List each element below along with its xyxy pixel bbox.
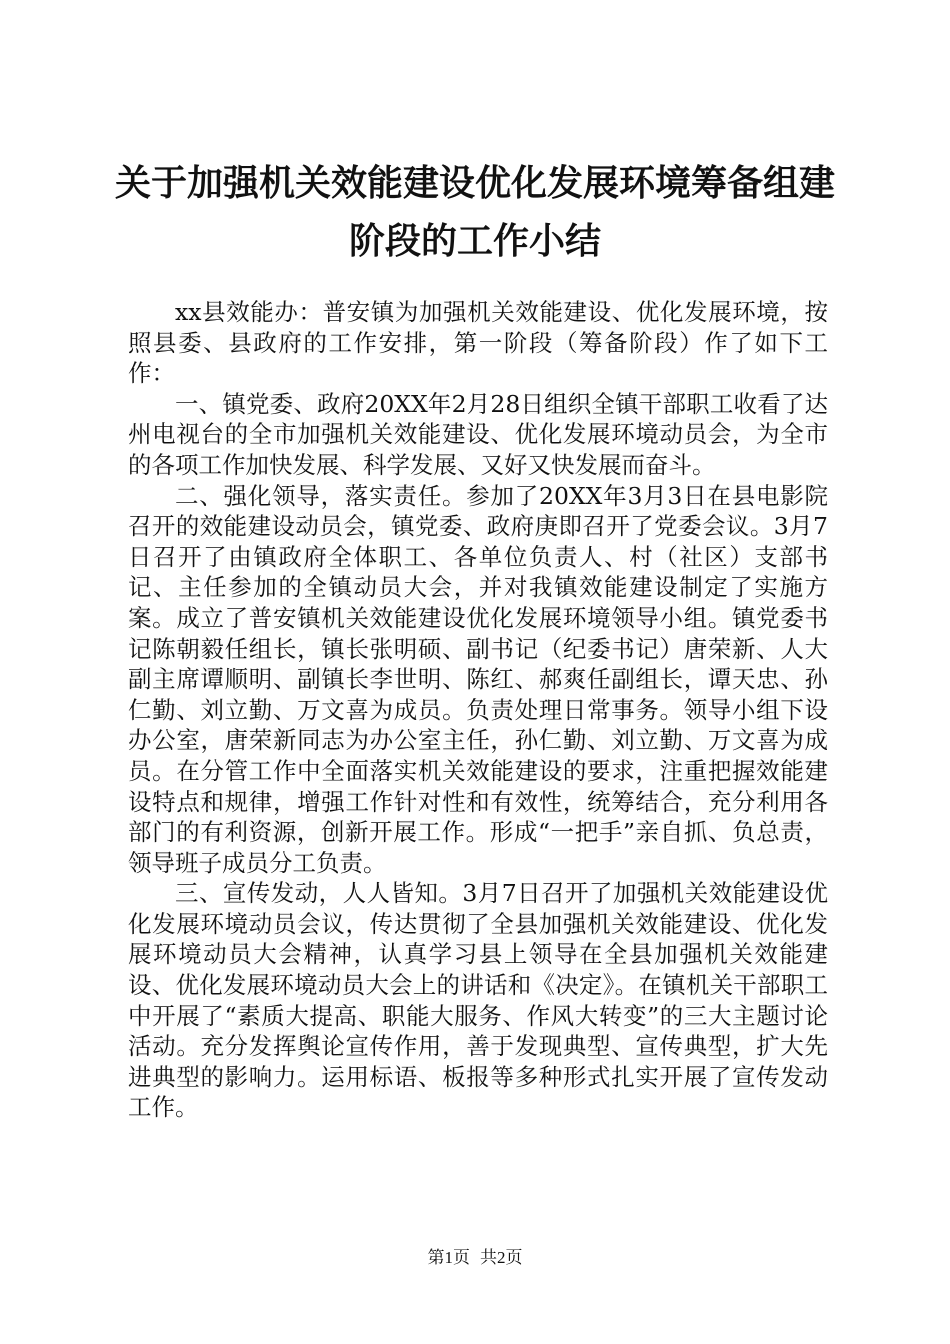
document-title-line-2: 阶段的工作小结 [348,220,601,262]
paragraph-item-2: 二、强化领导，落实责任。参加了20XX年3月3日在县电影院召开的效能建设动员会，镇党委、政府庚即召开了党委会议。3月7日召开了由镇政府全体职工、各单位负责人、村（社区）支部书记、主任参加的全镇动员大会，并对我镇效能建设制定了实施方案。成立了普安镇机关效能建设优化发展环境领导小组。镇党委书记陈朝毅任组长，镇长张明硕、副书记（纪委书记）唐荣新、人大副主席谭顺明、副镇长李世明、陈红、郝爽任副组长，谭天忠、孙仁勤、刘立勤、万文喜为成员。负责处理日常事务。领导小组下设办公室，唐荣新同志为办公室主任，孙仁勤、刘立勤、万文喜为成员。在分管工作中全面落实机关效能建设的要求，注重把握效能建设特点和规律，增强工作针对性和有效性，统筹结合，充分利用各部门的有利资源，创新开展工作。形成“一把手”亲自抓、负总责，领导班子成员分工负责。 [128,481,828,877]
page-count: 共2页 [480,1248,523,1267]
page-number: 第1页 [427,1248,470,1267]
paragraph-intro: xx县效能办：普安镇为加强机关效能建设、优化发展环境，按照县委、县政府的工作安排，第一阶段（筹备阶段）作了如下工作： [128,298,828,388]
document-body [128,297,828,1123]
document-title-line-1: 关于加强机关效能建设优化发展环境筹备组建 [114,162,835,204]
page-footer [0,1243,950,1268]
paragraph-item-1: 一、镇党委、政府20XX年2月28日组织全镇干部职工收看了达州电视台的全市加强机关效能建设、优化发展环境动员会，为全市的各项工作加快发展、科学发展、又好又快发展而奋斗。 [128,389,828,479]
paragraph-item-3: 三、宣传发动，人人皆知。3月7日召开了加强机关效能建设优化发展环境动员会议，传达贯彻了全县加强机关效能建设、优化发展环境动员大会精神，认真学习县上领导在全县加强机关效能建设、优化发展环境动员大会上的讲话和《决定》。在镇机关干部职工中开展了“素质大提高、职能大服务、作风大转变”的三大主题讨论活动。充分发挥舆论宣传作用，善于发现典型、宣传典型，扩大先进典型的影响力。运用标语、板报等多种形式扎实开展了宣传发动工作。 [128,879,828,1122]
